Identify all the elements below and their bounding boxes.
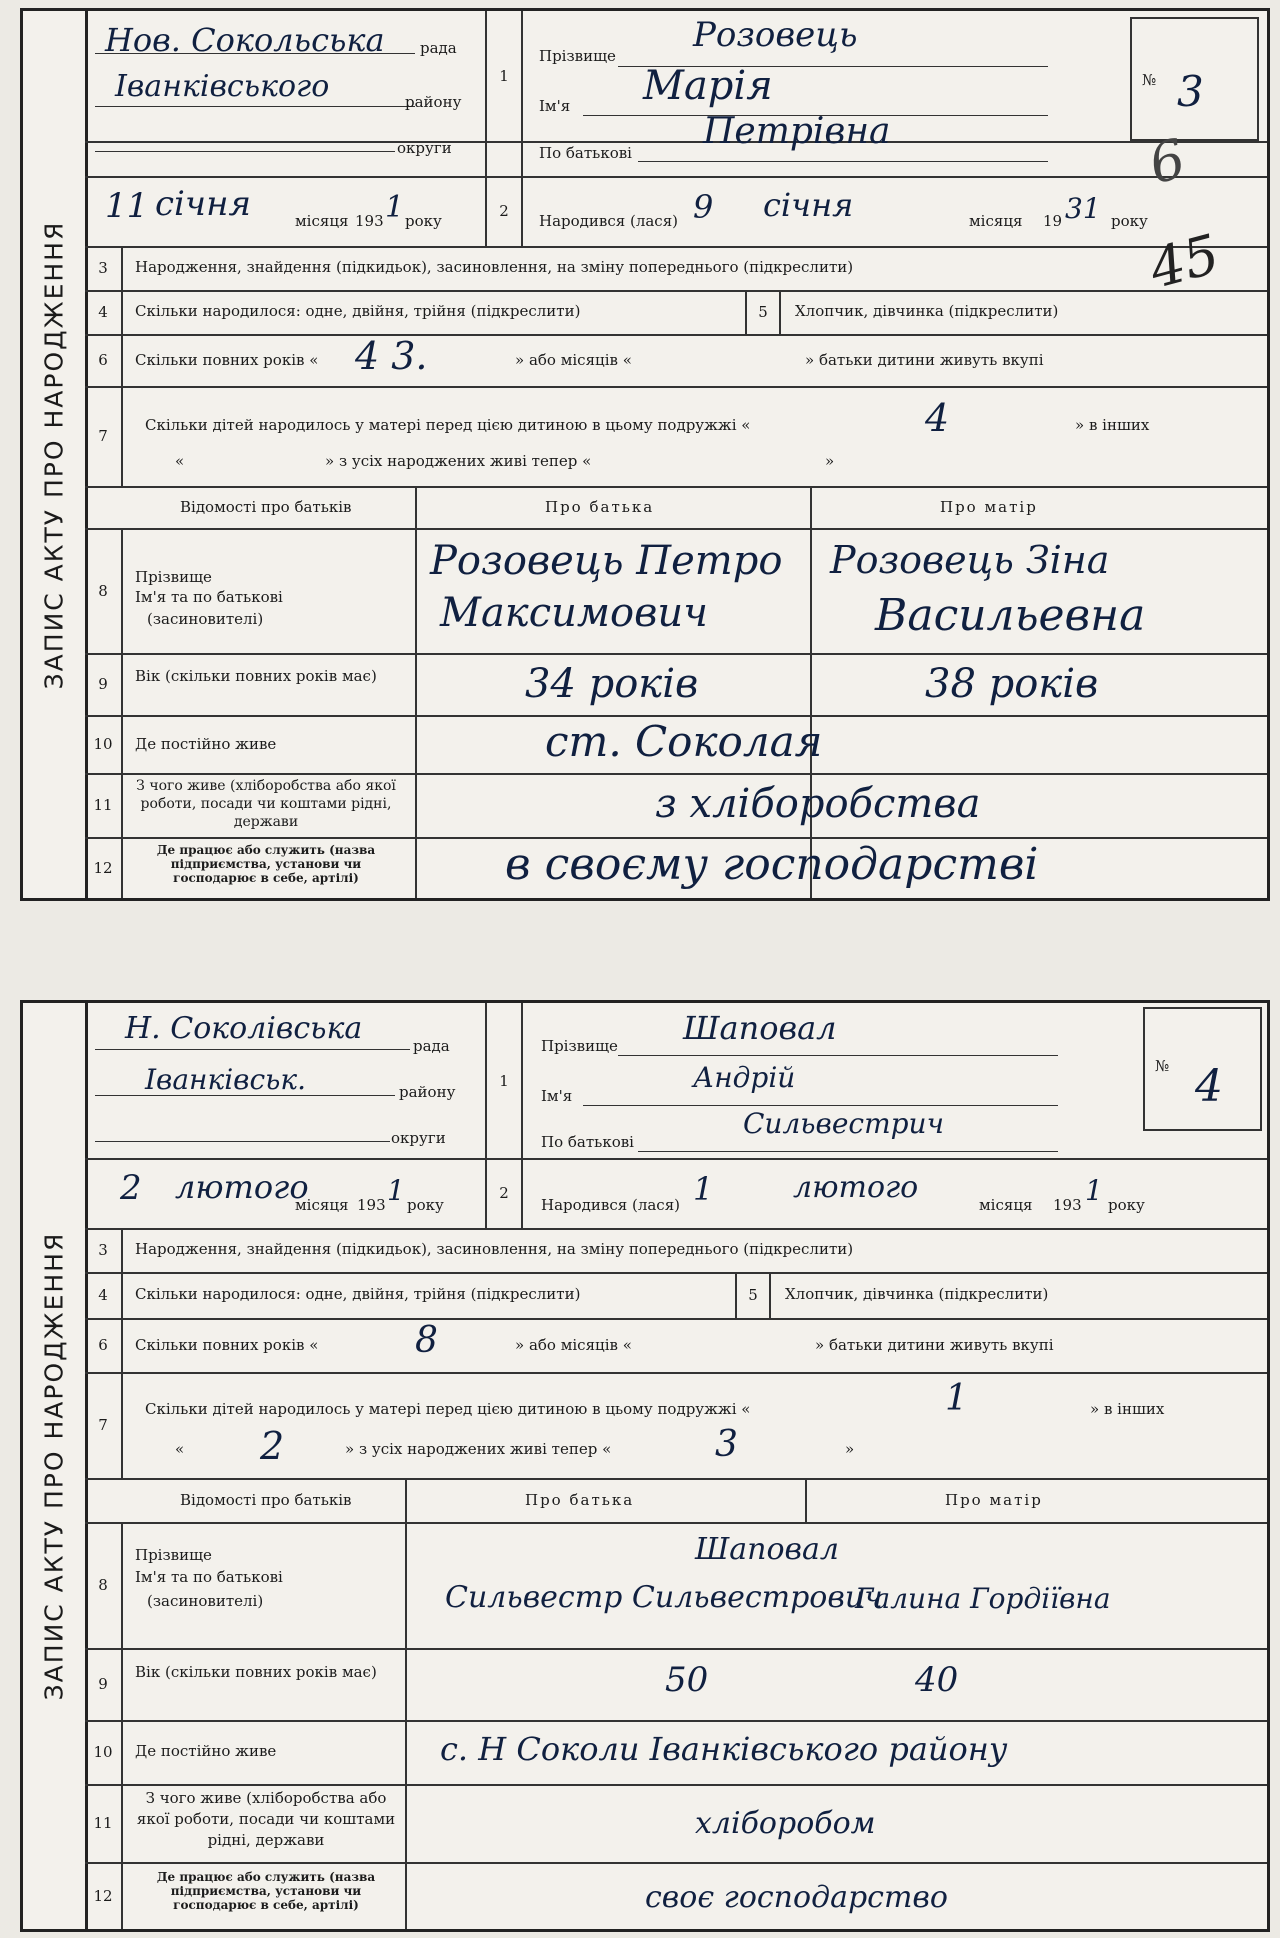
mother-head: Про матір xyxy=(940,498,1038,516)
row-8-num: 8 xyxy=(85,1522,123,1648)
reg-day: 11 xyxy=(105,186,149,226)
born-month: лютого xyxy=(793,1170,919,1205)
row-7 xyxy=(85,386,1267,488)
row-7-text-d: » з усіх народжених живі тепер « xyxy=(325,452,592,470)
row-3 xyxy=(85,1228,1267,1274)
r8-divider-2 xyxy=(810,528,812,653)
date-row xyxy=(85,176,1267,248)
mother-name-1: Розовець Зіна xyxy=(830,538,1110,582)
row-1-num: 1 xyxy=(485,1003,521,1158)
raion-value: Іванківськ. xyxy=(145,1063,307,1096)
r8-divider-1 xyxy=(405,1522,407,1648)
row-7-num: 7 xyxy=(85,386,123,486)
margin-note-a: 6 xyxy=(1142,126,1192,197)
born-day: 9 xyxy=(693,188,714,226)
okruha-line xyxy=(95,1141,390,1142)
row-12 xyxy=(85,1862,1267,1929)
born-month-label: місяця xyxy=(969,212,1023,230)
mother-age: 38 років xyxy=(925,661,1099,707)
side-title-text: ЗАПИС АКТУ ПРО НАРОДЖЕННЯ xyxy=(39,1231,69,1701)
row-7-text-b: » в інших xyxy=(1090,1400,1165,1418)
reg-year-digit: 1 xyxy=(387,1174,405,1207)
father-age: 50 xyxy=(665,1660,709,1700)
row-3-num: 3 xyxy=(85,1228,123,1272)
row-4-text: Скільки народилося: одне, двійня, трійня (підкреслити) xyxy=(135,302,581,320)
father-head: Про батька xyxy=(545,498,655,516)
row-2-num: 2 xyxy=(485,176,521,246)
r12-divider-1 xyxy=(405,1862,407,1929)
r8-label-1: Прізвище xyxy=(135,568,212,586)
row-7-marriage: 4 xyxy=(925,396,950,440)
born-label: Народився (лася) xyxy=(539,212,679,230)
row-8 xyxy=(85,528,1267,655)
r11-label: З чого живе (хліборобства або якої роботи, посади чи коштами рідні, держави xyxy=(136,778,396,830)
mother-age: 40 xyxy=(915,1660,959,1700)
row-9 xyxy=(85,1648,1267,1722)
row-6-text-a: Скільки повних років « xyxy=(135,1336,319,1354)
surname-line xyxy=(618,1055,1058,1056)
name-value: Марія xyxy=(643,63,773,109)
born-year-prefix: 193 xyxy=(1053,1196,1082,1214)
row-12 xyxy=(85,837,1267,898)
name-value: Андрій xyxy=(693,1061,796,1094)
r8-label-2: Ім'я та по батькові xyxy=(135,1568,283,1586)
surname-value: Шаповал xyxy=(683,1009,837,1047)
father-name-1: Сильвестр Сильвестрович xyxy=(445,1580,883,1615)
side-title-text: ЗАПИС АКТУ ПРО НАРОДЖЕННЯ xyxy=(39,220,69,689)
patronymic-value: Петрівна xyxy=(703,111,891,152)
r8-label-3: (засиновителі) xyxy=(147,610,264,628)
form-main xyxy=(85,11,1267,898)
row-11-num: 11 xyxy=(85,1784,123,1862)
row-3-text: Народження, знайдення (підкидьок), засиновлення, на зміну попереднього (підкреслити) xyxy=(135,258,854,276)
row-10-num: 10 xyxy=(85,1720,123,1784)
parents-head-label: Відомості про батьків xyxy=(180,1491,352,1509)
surname-label: Прізвище xyxy=(541,1037,618,1055)
r9-divider-2 xyxy=(810,653,812,715)
row-7-text-e: » xyxy=(825,452,835,470)
row-4-num: 4 xyxy=(85,290,123,334)
raion-label: району xyxy=(399,1083,456,1101)
number-label: № xyxy=(1155,1057,1170,1075)
rada-label: рада xyxy=(420,39,457,57)
row-7-text-e: » xyxy=(845,1440,855,1458)
row-6-text-c: » батьки дитини живуть вкупі xyxy=(815,1336,1054,1354)
parents-header-row xyxy=(85,486,1267,530)
row-6-text-a: Скільки повних років « xyxy=(135,351,319,369)
row-7-text-a: Скільки дітей народилось у матері перед цією дитиною в цьому подружжі « xyxy=(145,1400,751,1418)
row-4-5 xyxy=(85,1272,1267,1320)
r9-divider-1 xyxy=(405,1648,407,1720)
row-7-marriage: 1 xyxy=(945,1378,968,1419)
patronymic-label: По батькові xyxy=(539,144,632,162)
row-11-num: 11 xyxy=(85,773,123,837)
row-6-text-c: » батьки дитини живуть вкупі xyxy=(805,351,1044,369)
row-6-num: 6 xyxy=(85,1318,123,1372)
row-7-text-c: « xyxy=(175,452,185,470)
parents-head-label: Відомості про батьків xyxy=(180,498,352,516)
reg-year-label: року xyxy=(407,1196,444,1214)
r11-divider-1 xyxy=(415,773,417,837)
row-6-text-b: » або місяців « xyxy=(515,351,632,369)
row-6 xyxy=(85,334,1267,388)
r8-label-3: (засиновителі) xyxy=(147,1592,264,1610)
born-year-label: року xyxy=(1108,1196,1145,1214)
born-year-digit: 1 xyxy=(1085,1174,1103,1207)
patronymic-value: Сильвестрич xyxy=(743,1107,945,1140)
raion-line xyxy=(95,1095,395,1096)
r8-divider-1 xyxy=(415,528,417,653)
r10-divider-1 xyxy=(415,715,417,773)
row-7-text-a: Скільки дітей народилось у матері перед цією дитиною в цьому подружжі « xyxy=(145,416,751,434)
born-month: січня xyxy=(763,186,854,224)
row-6-years: 8 xyxy=(415,1320,438,1361)
birth-date xyxy=(521,1158,1267,1228)
row-7-text-c: « xyxy=(175,1440,185,1458)
date-row xyxy=(85,1158,1267,1230)
father-name-1: Розовець Петро xyxy=(430,538,783,584)
birth-record-form-1 xyxy=(20,8,1270,901)
row-11 xyxy=(85,773,1267,839)
row-6 xyxy=(85,1318,1267,1374)
reg-month-label: місяця xyxy=(295,1196,349,1214)
rada-label: рада xyxy=(413,1037,450,1055)
locality-block xyxy=(85,1003,485,1158)
r8-label-2: Ім'я та по батькові xyxy=(135,588,283,606)
row-10 xyxy=(85,1720,1267,1786)
r10-label: Де постійно живе xyxy=(135,1742,277,1760)
mother-head: Про матір xyxy=(945,1491,1043,1509)
r12-label: Де працює або служить (назва підприємства, установи чи господарює в себе, артілі) xyxy=(156,1870,376,1912)
name-line xyxy=(583,1105,1058,1106)
residence: с. Н Соколи Іванківського району xyxy=(440,1730,1008,1768)
row-5-text: Хлопчик, дівчинка (підкреслити) xyxy=(785,1285,1049,1303)
row-9-num: 9 xyxy=(85,1648,123,1720)
reg-month: січня xyxy=(155,184,251,224)
residence: ст. Соколая xyxy=(545,717,823,766)
number-value: 4 xyxy=(1195,1061,1223,1112)
row-3-text: Народження, знайдення (підкидьок), засиновлення, на зміну попереднього (підкреслити) xyxy=(135,1240,854,1258)
mother-name-1: Галина Гордіївна xyxy=(855,1582,1111,1615)
registration-date xyxy=(85,176,485,246)
surname-label: Прізвище xyxy=(539,47,616,65)
reg-month: лютого xyxy=(175,1168,309,1206)
record-number-box xyxy=(1143,1007,1262,1131)
r11-divider-1 xyxy=(405,1784,407,1862)
reg-day: 2 xyxy=(120,1168,142,1208)
patronymic-line xyxy=(638,1151,1058,1152)
rada-value: Н. Соколівська xyxy=(125,1011,363,1046)
reg-year-prefix: 193 xyxy=(355,212,384,230)
header-bottom-rule xyxy=(85,11,1267,178)
rada-value: Нов. Сокольська xyxy=(105,21,385,59)
r9-label: Вік (скільки повних років має) xyxy=(135,1663,377,1681)
parents-divider-1 xyxy=(415,486,417,528)
shared-surname: Шаповал xyxy=(695,1532,839,1567)
name-label: Ім'я xyxy=(539,97,571,115)
mother-name-2: Васильевна xyxy=(875,590,1146,641)
row-9 xyxy=(85,653,1267,717)
row-1-num: 1 xyxy=(485,11,521,141)
row-9-num: 9 xyxy=(85,653,123,715)
row-6-num: 6 xyxy=(85,334,123,386)
born-month-label: місяця xyxy=(979,1196,1033,1214)
parents-header-row xyxy=(85,1478,1267,1524)
parents-divider-2 xyxy=(810,486,812,528)
r12-divider-1 xyxy=(415,837,417,898)
header-row-1 xyxy=(85,1003,1267,1160)
row-7-text-d: » з усіх народжених живі тепер « xyxy=(345,1440,612,1458)
reg-month-label: місяця xyxy=(295,212,349,230)
workplace: в своєму господарстві xyxy=(505,839,1039,890)
parents-divider-2 xyxy=(805,1478,807,1522)
r9-label: Вік (скільки повних років має) xyxy=(135,667,377,685)
row-10 xyxy=(85,715,1267,775)
row-3-num: 3 xyxy=(85,246,123,290)
number-value: 3 xyxy=(1177,67,1204,116)
father-age: 34 років xyxy=(525,661,699,707)
number-label: № xyxy=(1142,71,1157,89)
row-11 xyxy=(85,1784,1267,1864)
surname-value: Розовець xyxy=(693,15,858,55)
row-7-other: 2 xyxy=(260,1424,285,1468)
row-8 xyxy=(85,1522,1267,1650)
livelihood: з хліборобства xyxy=(655,781,981,827)
father-head: Про батька xyxy=(525,1491,635,1509)
form-main xyxy=(85,1003,1267,1929)
born-label: Народився (лася) xyxy=(541,1196,681,1214)
r11-label: З чого живе (хліборобства або якої роботи, посади чи коштами рідні, держави xyxy=(136,1789,396,1849)
row-3 xyxy=(85,246,1267,292)
workplace: своє господарство xyxy=(645,1880,948,1915)
form-side-title xyxy=(23,11,88,898)
r8-label-1: Прізвище xyxy=(135,1546,212,1564)
row-7 xyxy=(85,1372,1267,1480)
r10-divider-1 xyxy=(405,1720,407,1784)
row-7-alive: 3 xyxy=(715,1424,738,1465)
okruha-label: округи xyxy=(391,1129,446,1147)
row-2-num: 2 xyxy=(485,1158,521,1228)
born-year-digit: 31 xyxy=(1065,192,1101,225)
margin-note-b: 45 xyxy=(1143,222,1226,301)
row-8-num: 8 xyxy=(85,528,123,653)
row-7-num: 7 xyxy=(85,1372,123,1478)
row-6-years: 4 3. xyxy=(355,334,428,378)
father-name-2: Максимович xyxy=(440,590,709,636)
parents-divider-1 xyxy=(405,1478,407,1522)
reg-year-digit: 1 xyxy=(385,190,405,225)
name-label: Ім'я xyxy=(541,1087,573,1105)
born-year-label: року xyxy=(1111,212,1148,230)
r9-divider-1 xyxy=(415,653,417,715)
row-10-num: 10 xyxy=(85,715,123,773)
row-5-num: 5 xyxy=(735,1272,771,1318)
row-6-text-b: » або місяців « xyxy=(515,1336,632,1354)
raion-label: району xyxy=(405,93,462,111)
reg-year-prefix: 193 xyxy=(357,1196,386,1214)
r12-label: Де працює або служить (назва підприємства, установи чи господарює в себе, артілі) xyxy=(156,843,376,885)
row-5-num: 5 xyxy=(745,290,781,334)
livelihood: хліборобом xyxy=(695,1806,876,1841)
okruha-label: округи xyxy=(397,139,452,157)
reg-year-label: року xyxy=(405,212,442,230)
row-5-text: Хлопчик, дівчинка (підкреслити) xyxy=(795,302,1059,320)
row-4-num: 4 xyxy=(85,1272,123,1318)
rada-line xyxy=(95,1049,410,1050)
birth-record-form-2 xyxy=(20,1000,1270,1932)
born-year-prefix: 19 xyxy=(1043,212,1063,230)
registration-date xyxy=(85,1158,485,1228)
row-4-text: Скільки народилося: одне, двійня, трійня (підкреслити) xyxy=(135,1285,581,1303)
row-12-num: 12 xyxy=(85,837,123,898)
row-7-text-b: » в інших xyxy=(1075,416,1150,434)
patronymic-label: По батькові xyxy=(541,1133,634,1151)
row-12-num: 12 xyxy=(85,1862,123,1929)
raion-value: Іванківського xyxy=(115,69,330,104)
form-side-title xyxy=(23,1003,88,1929)
r10-label: Де постійно живе xyxy=(135,735,277,753)
born-day: 1 xyxy=(693,1170,714,1208)
row-4-5 xyxy=(85,290,1267,336)
